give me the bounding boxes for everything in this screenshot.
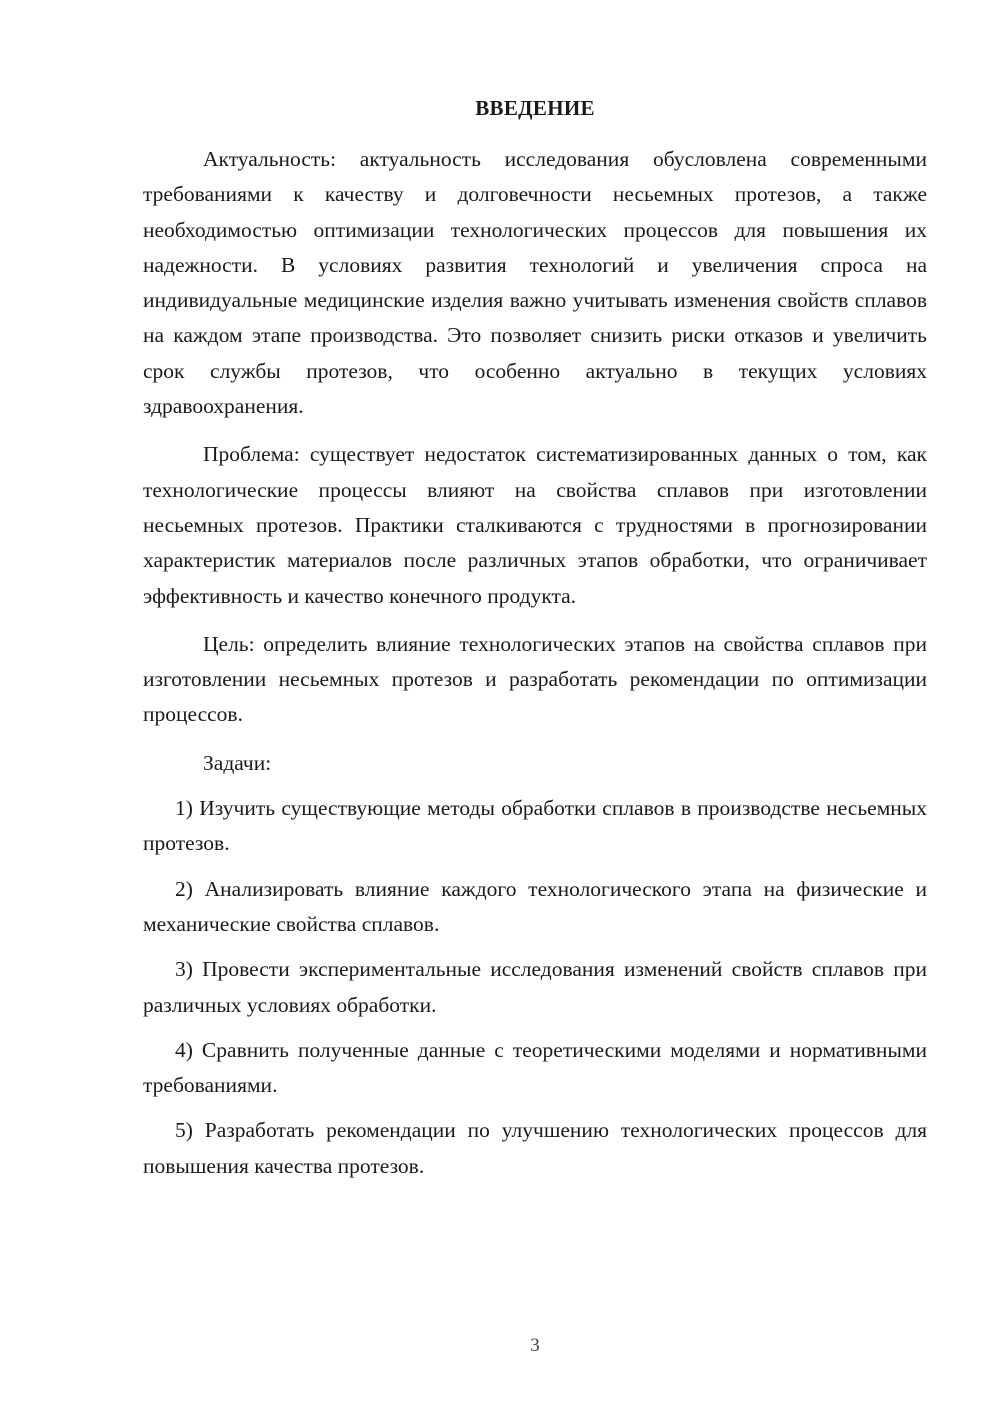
goal-paragraph: Цель: определить влияние технологических этапов на свойства сплавов при изготовлении несьемных протезов и разработать рекомендации по оптимизации процессов.: [143, 631, 927, 727]
page-number: 3: [530, 1335, 540, 1356]
section-heading: ВВЕДЕНИЕ: [475, 96, 595, 120]
task-item: 3) Провести экспериментальные исследования изменений свойств сплавов при различных условиях обработки.: [143, 957, 927, 1017]
task-item: 2) Анализировать влияние каждого технологического этапа на физические и механические свойства сплавов.: [143, 876, 927, 936]
task-item: 5) Разработать рекомендации по улучшению технологических процессов для повышения качества протезов.: [143, 1118, 927, 1178]
document-body: [143, 142, 927, 1184]
document-page: [143, 0, 927, 1414]
relevance-paragraph: Актуальность: актуальность исследования обусловлена современными требованиями к качеству и долговечности несьемных протезов, а также необходимостью оптимизации технологических процессов для повышения их надежности. В условиях развития технологий и увеличения спроса на индивидуальные медицинские изделия важно учитывать изменения свойств сплавов на каждом этапе производства. Это позволяет снизить риски отказов и увеличить срок службы протезов, что особенно актуально в текущих условиях здравоохранения.: [143, 147, 927, 419]
task-item: 4) Сравнить полученные данные с теоретическими моделями и нормативными требованиями.: [143, 1037, 927, 1098]
tasks-label: Задачи:: [203, 750, 272, 775]
task-item: 1) Изучить существующие методы обработки сплавов в производстве несьемных протезов.: [143, 796, 927, 856]
problem-paragraph: Проблема: существует недостаток систематизированных данных о том, как технологические процессы влияют на свойства сплавов при изготовлении несьемных протезов. Практики сталкиваются с трудностями в прогнозировании характеристик материалов после различных этапов обработки, что ограничивает эффективность и качество конечного продукта.: [143, 442, 927, 608]
